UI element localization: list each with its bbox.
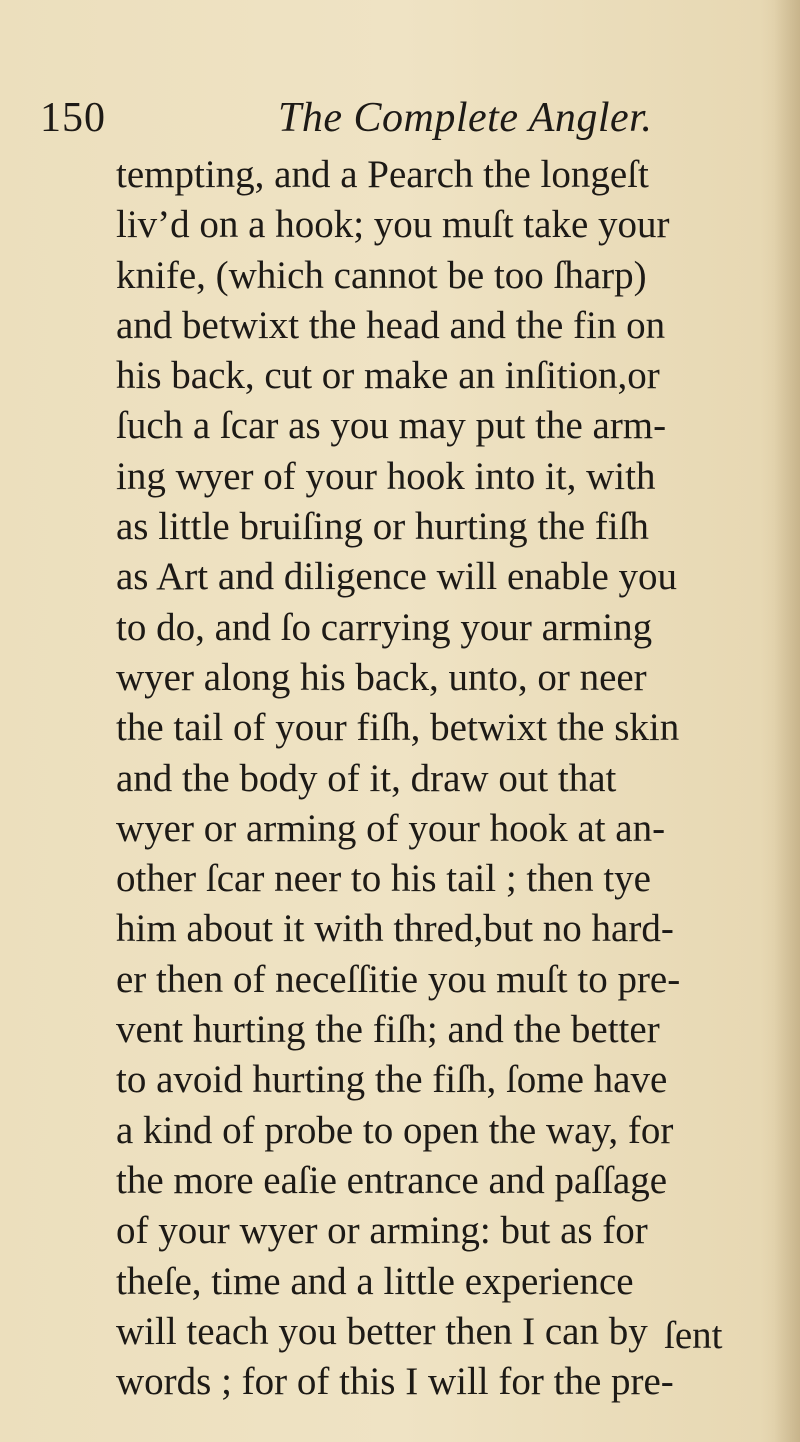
page-edge-shadow	[774, 0, 800, 1442]
text-line: wyer along his back, unto, or neer	[116, 655, 647, 699]
text-line: liv’d on a hook; you muſt take your	[116, 203, 670, 247]
text-line: other ſcar neer to his tail ; then tye	[116, 857, 651, 901]
text-line: him about it with thred,but no hard-	[116, 907, 674, 951]
text-line: words ; for of this I will for the pre-	[116, 1360, 674, 1404]
running-title: The Complete Angler.	[278, 95, 653, 141]
text-line: of your wyer or arming: but as for	[116, 1209, 648, 1253]
text-line: the more eaſie entrance and paſſage	[116, 1158, 668, 1202]
text-line: ſuch a ſcar as you may put the arm-	[116, 404, 667, 448]
text-line: wyer or arming of your hook at an-	[116, 806, 666, 850]
text-line: to do, and ſo carrying your arming	[116, 605, 653, 649]
text-line: ing wyer of your hook into it, with	[116, 454, 656, 498]
text-line: his back, cut or make an inſition,or	[116, 354, 660, 398]
text-line: theſe, time and a little experience	[116, 1259, 634, 1303]
text-line: as Art and diligence will enable you	[116, 555, 678, 599]
text-line: tempting, and a Pearch the longeſt	[116, 153, 649, 196]
text-line: and the body of it, draw out that	[116, 756, 617, 800]
page-header	[0, 88, 800, 148]
text-line: will teach you better then I can by	[116, 1309, 648, 1353]
text-line: a kind of probe to open the way, for	[116, 1108, 674, 1152]
text-line: as little bruiſing or hurting the fiſh	[116, 505, 649, 549]
text-line: to avoid hurting the fiſh, ſome have	[116, 1058, 668, 1102]
text-line: vent hurting the fiſh; and the better	[116, 1008, 660, 1052]
text-line: and betwixt the head and the fin on	[116, 303, 666, 347]
catchword: ſent	[664, 1314, 723, 1357]
body-text	[116, 150, 776, 1407]
page-number: 150	[40, 95, 106, 141]
text-line: er then of neceſſitie you muſt to pre-	[116, 957, 681, 1001]
text-line: the tail of your fiſh, betwixt the skin	[116, 706, 680, 750]
text-line: knife, (which cannot be too ſharp)	[116, 253, 647, 297]
